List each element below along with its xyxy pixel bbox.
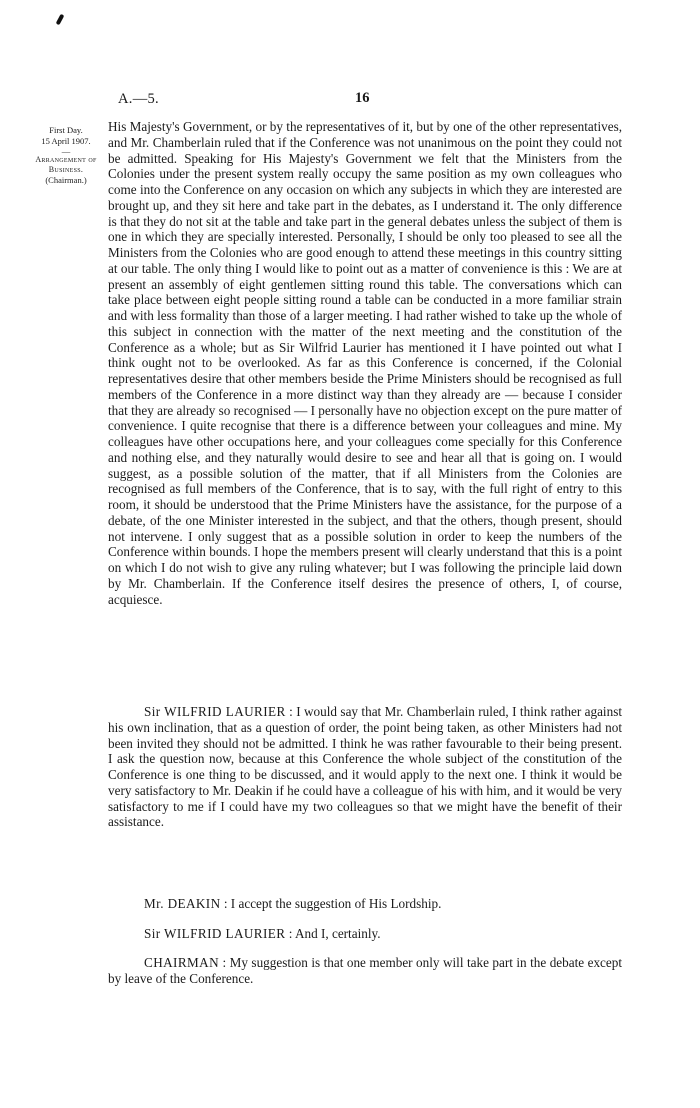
paragraph-laurier-2 bbox=[108, 926, 622, 942]
margin-note-dash: — bbox=[61, 146, 71, 156]
page-number: 16 bbox=[355, 90, 370, 106]
paper-number: A.—5. bbox=[118, 91, 159, 107]
paragraph-text: I would say that Mr. Chamberlain ruled, I think rather against his own inclination, that as a question of order, the point being taken, as other Ministers had not been invited they should not be admitted. I think he was rather favourable to their being present. I ask the question now, because at this Conference the whole subject of the constitution of the Conference is one thing to be discussed, and it would apply to the next one. I think it would be very satisfactory to Mr. Deakin if he could have a colleague of his with him, and it would be very satisfactory to me if I could have my two colleagues so that we might have the benefit of their assistance. bbox=[108, 704, 622, 830]
margin-note-speaker: (Chairman.) bbox=[45, 175, 87, 185]
paragraph-chairman bbox=[108, 955, 622, 987]
paragraph-deakin bbox=[108, 896, 622, 912]
paragraph-laurier bbox=[108, 704, 622, 830]
paragraph-chairman-continued bbox=[108, 119, 622, 607]
paragraph-text: His Majesty's Government, or by the representatives of it, but by one of the other representatives, and Mr. Chamberlain ruled that if the Conference was not unanimous on the point they could not be admitted. Speaking for His Majesty's Government we felt that the Ministers from the Colonies under the present system really occupy the same position as my own colleagues who come into the Conference on any occasion on which any subjects in which they are interested are brought up, and they sit here and take part in the debates, as I understand it. The only difference is that they do not sit at the table and take part in the general debates unless the subject of them is one in which they are specially interested. Personally, I should be only too pleased to see all the Ministers from the Colonies who are good enough to attend these meetings in this country sitting at our table. The only thing I would like to point out as a matter of convenience is this : We are at present an assembly of eight gentlemen sitting round this table. The conversations which can take place between eight people sitting round a table can be conducted in a more familiar strain and with less formality than those of a larger meeting. I had rather wished to take up the whole of this subject in connection with the matter of the next meeting and the constitution of the Conference as a whole; but as Sir Wilfrid Laurier has mentioned it I have pointed out what I think ought not to be overlooked. As far as this Conference is concerned, if the Colonial representatives desire that other members beside the Prime Ministers should be recognised as full members of the Conference in a more distinct way than they already are — because I consider that they are already so recognised — I personally have no objection except on the pure matter of convenience. I quite recognise that there is a difference between your colleagues and mine. My colleagues have other occupations here, and your colleagues come specially for this Conference and nothing else, and they naturally would desire to see and hear all that is going on. I would suggest, as a possible solution of the matter, that if all Ministers from the Colonies are recognised as full members of the Conference, that is to say, with the full right of entry to this room, it should be understood that the Prime Ministers have the assistance, for the purpose of a debate, of the one Minister interested in the subject, and that the others, though present, should not intervene. I only suggest that as a possible solution in order to keep the numbers of the Conference within bounds. I hope the members present will clearly understand that this is a point on which I do not wish to give any ruling whatever; but I was following the principle laid down by Mr. Chamberlain. If the Conference itself desires the presence of others, I, of course, acquiesce. bbox=[108, 119, 622, 607]
paragraph-text: And I, certainly. bbox=[294, 926, 381, 941]
speaker-name: Sir WILFRID LAURIER bbox=[144, 704, 286, 719]
pen-mark bbox=[56, 14, 65, 26]
margin-note-date: 15 April 1907. bbox=[41, 136, 91, 146]
speaker-name: Mr. DEAKIN bbox=[144, 896, 221, 911]
margin-note-subject: Arrangement of Business. bbox=[35, 155, 97, 174]
speaker-separator: : bbox=[220, 896, 231, 911]
speaker-separator: : bbox=[285, 704, 297, 719]
paragraph-text: My suggestion is that one member only will take part in the debate except by leave of the Conference. bbox=[108, 955, 622, 986]
margin-note bbox=[30, 125, 102, 186]
paragraph-text: I accept the suggestion of His Lordship. bbox=[230, 896, 442, 911]
speaker-separator: : bbox=[219, 955, 230, 970]
margin-note-day: First Day. bbox=[49, 125, 83, 135]
speaker-name: Sir WILFRID LAURIER bbox=[144, 926, 286, 941]
speaker-name: CHAIRMAN bbox=[144, 955, 220, 970]
speaker-separator: : bbox=[285, 926, 295, 941]
